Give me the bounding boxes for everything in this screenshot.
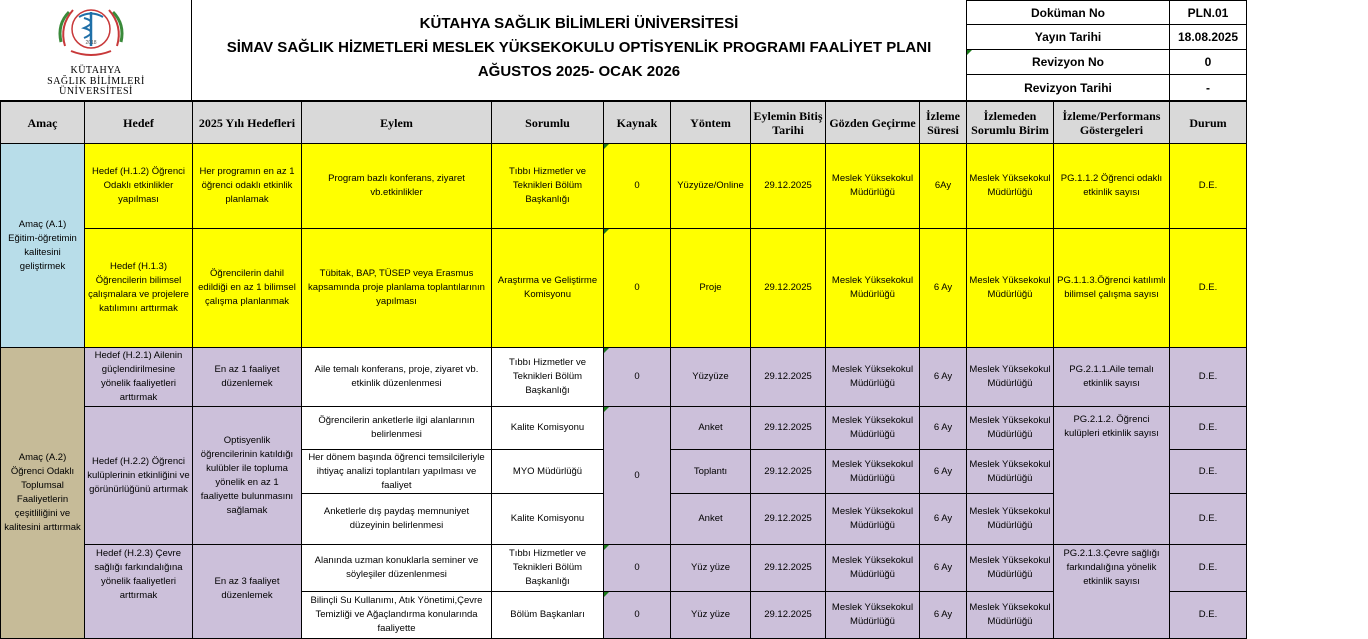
r3-gozden: Meslek Yüksekokul Müdürlüğü [825,347,920,407]
g3-hedef-2025: En az 3 faaliyet düzenlemek [192,544,302,639]
r4-gozden: Meslek Yüksekokul Müdürlüğü [825,406,920,450]
col-kaynak: Kaynak [603,101,671,144]
r3-birim: Meslek Yüksekokul Müdürlüğü [966,347,1054,407]
r1-hedef: Hedef (H.1.2) Öğrenci Odaklı etkinlikler yapılması [84,143,193,229]
r4-durum: D.E. [1169,406,1247,450]
r3-sorumlu: Tıbbı Hizmetler ve Teknikleri Bölüm Başkanlığı [491,347,604,407]
r1-tarih: 29.12.2025 [750,143,826,229]
title-program: SİMAV SAĞLIK HİZMETLERİ MESLEK YÜKSEKOKULU OPTİSYENLİK PROGRAMI FAALİYET PLANI [226,39,932,56]
logo-area [0,0,192,101]
r2-eylem: Tübitak, BAP, TÜSEP veya Erasmus kapsamında proje planlama toplantılarının yapılması [301,228,492,348]
r8-eylem: Bilinçli Su Kullanımı, Atık Yönetimi,Çevre Temizliği ve Ağaçlandırma konularında faaliyette [301,591,492,639]
r6-birim: Meslek Yüksekokul Müdürlüğü [966,493,1054,545]
col-durum: Durum [1169,101,1247,144]
r3-gosterge: PG.2.1.1.Aile temalı etkinlik sayısı [1053,347,1170,407]
r1-birim: Meslek Yüksekokul Müdürlüğü [966,143,1054,229]
r6-tarih: 29.12.2025 [750,493,826,545]
r2-kaynak: 0 [603,228,671,348]
g2-kaynak: 0 [603,406,671,545]
r8-gozden: Meslek Yüksekokul Müdürlüğü [825,591,920,639]
r1-eylem: Program bazlı konferans, ziyaret vb.etkinlikler [301,143,492,229]
r4-birim: Meslek Yüksekokul Müdürlüğü [966,406,1054,450]
r1-hedef-2025: Her programın en az 1 öğrenci odaklı etkinlik planlamak [192,143,302,229]
col-yontem: Yöntem [670,101,751,144]
logo-text-line3: ÜNİVERSİTESİ [59,86,133,97]
g2-gosterge: PG.2.1.2. Öğrenci kulüpleri etkinlik sayısı [1053,406,1170,545]
r5-gozden: Meslek Yüksekokul Müdürlüğü [825,449,920,494]
r1-gosterge: PG.1.1.2 Öğrenci odaklı etkinlik sayısı [1053,143,1170,229]
r7-sorumlu: Tıbbı Hizmetler ve Teknikleri Bölüm Başkanlığı [491,544,604,592]
r5-yontem: Toplantı [670,449,751,494]
r5-eylem: Her dönem başında öğrenci temsilcileriyle ihtiyaç analizi toplantıları yapılması ve faaliyet [301,449,492,494]
r8-durum: D.E. [1169,591,1247,639]
r4-tarih: 29.12.2025 [750,406,826,450]
doc-no-label: Doküman No [966,0,1170,25]
r5-durum: D.E. [1169,449,1247,494]
title-period: AĞUSTOS 2025- OCAK 2026 [477,63,681,80]
r7-sure: 6 Ay [919,544,967,592]
r2-sure: 6 Ay [919,228,967,348]
r2-tarih: 29.12.2025 [750,228,826,348]
r4-sorumlu: Kalite Komisyonu [491,406,604,450]
r2-yontem: Proje [670,228,751,348]
r8-tarih: 29.12.2025 [750,591,826,639]
r3-hedef: Hedef (H.2.1) Ailenin güçlendirilmesine yönelik faaliyetleri arttırmak [84,347,193,407]
col-eylem: Eylem [301,101,492,144]
r8-birim: Meslek Yüksekokul Müdürlüğü [966,591,1054,639]
col-gozden-gecirme: Gözden Geçirme [825,101,920,144]
col-hedef: Hedef [84,101,193,144]
r3-sure: 6 Ay [919,347,967,407]
col-sorumlu: Sorumlu [491,101,604,144]
r8-sorumlu: Bölüm Başkanları [491,591,604,639]
r1-sure: 6Ay [919,143,967,229]
r8-sure: 6 Ay [919,591,967,639]
r5-sure: 6 Ay [919,449,967,494]
r3-durum: D.E. [1169,347,1247,407]
r2-gozden: Meslek Yüksekokul Müdürlüğü [825,228,920,348]
r1-durum: D.E. [1169,143,1247,229]
r2-hedef-2025: Öğrencilerin dahil edildiği en az 1 bilimsel çalışma planlanmak [192,228,302,348]
r6-sorumlu: Kalite Komisyonu [491,493,604,545]
r2-sorumlu: Araştırma ve Geliştirme Komisyonu [491,228,604,348]
col-amac: Amaç [0,101,85,144]
r3-kaynak: 0 [603,347,671,407]
logo-text-line2: SAĞLIK BİLİMLERİ [47,76,145,87]
r6-durum: D.E. [1169,493,1247,545]
g2-hedef-2025: Optisyenlik öğrencilerinin katıldığı kulübler ile topluma yönelik en az 1 faaliyette bulunmasını sağlamak [192,406,302,545]
r1-gozden: Meslek Yüksekokul Müdürlüğü [825,143,920,229]
r1-yontem: Yüzyüze/Online [670,143,751,229]
r6-yontem: Anket [670,493,751,545]
revision-no-value: 0 [1169,49,1247,75]
r7-kaynak: 0 [603,544,671,592]
r8-kaynak: 0 [603,591,671,639]
g3-gosterge: PG.2.1.3.Çevre sağlığı farkındalığına yönelik etkinlik sayısı [1053,544,1170,639]
r4-eylem: Öğrencilerin anketlerle ilgi alanlarının belirlenmesi [301,406,492,450]
r5-sorumlu: MYO Müdürlüğü [491,449,604,494]
g2-hedef: Hedef (H.2.2) Öğrenci kulüplerinin etkinliğini ve görünürlüğünü artırmak [84,406,193,545]
r8-yontem: Yüz yüze [670,591,751,639]
revision-date-label: Revizyon Tarihi [966,74,1170,101]
amac-a1: Amaç (A.1) Eğitim-öğretimin kalitesini geliştirmek [0,143,85,348]
title-university: KÜTAHYA SAĞLIK BİLİMLERİ ÜNİVERSİTESİ [419,15,739,32]
r6-eylem: Anketlerle dış paydaş memnuniyet düzeyinin belirlenmesi [301,493,492,545]
r6-gozden: Meslek Yüksekokul Müdürlüğü [825,493,920,545]
r7-birim: Meslek Yüksekokul Müdürlüğü [966,544,1054,592]
revision-no-label: Revizyon No [966,49,1170,75]
r1-kaynak: 0 [603,143,671,229]
r3-tarih: 29.12.2025 [750,347,826,407]
publish-date-value: 18.08.2025 [1169,24,1247,50]
publish-date-label: Yayın Tarihi [966,24,1170,50]
r4-yontem: Anket [670,406,751,450]
r7-yontem: Yüz yüze [670,544,751,592]
col-hedef-2025: 2025 Yılı Hedefleri [192,101,302,144]
r5-birim: Meslek Yüksekokul Müdürlüğü [966,449,1054,494]
logo-year: 2018 [85,40,97,46]
r7-durum: D.E. [1169,544,1247,592]
r1-sorumlu: Tıbbı Hizmetler ve Teknikleri Bölüm Başkanlığı [491,143,604,229]
r2-gosterge: PG.1.1.3.Öğrenci katılımlı bilimsel çalışma sayısı [1053,228,1170,348]
logo-text-line1: KÜTAHYA [70,65,122,76]
r3-eylem: Aile temalı konferans, proje, ziyaret vb. etkinlik düzenlenmesi [301,347,492,407]
amac-a2: Amaç (A.2) Öğrenci Odaklı Toplumsal Faaliyetlerin çeşitliliğini ve kalitesini arttırmak [0,347,85,639]
r3-yontem: Yüzyüze [670,347,751,407]
r2-birim: Meslek Yüksekokul Müdürlüğü [966,228,1054,348]
r7-tarih: 29.12.2025 [750,544,826,592]
doc-no-value: PLN.01 [1169,0,1247,25]
university-logo-icon [51,2,131,60]
r6-sure: 6 Ay [919,493,967,545]
r7-eylem: Alanında uzman konuklarla seminer ve söyleşiler düzenlenmesi [301,544,492,592]
r5-tarih: 29.12.2025 [750,449,826,494]
r2-hedef: Hedef (H.1.3) Öğrencilerin bilimsel çalışmalara ve projelere katılımını arttırmak [84,228,193,348]
col-izleme-suresi: İzleme Süresi [919,101,967,144]
col-izleme-birim: İzlemeden Sorumlu Birim [966,101,1054,144]
col-gostergeler: İzleme/Performans Göstergeleri [1053,101,1170,144]
document-title-block [192,0,967,101]
r7-gozden: Meslek Yüksekokul Müdürlüğü [825,544,920,592]
col-bitis-tarihi: Eylemin Bitiş Tarihi [750,101,826,144]
g3-hedef: Hedef (H.2.3) Çevre sağlığı farkındalığına yönelik faaliyetleri arttırmak [84,544,193,639]
r2-durum: D.E. [1169,228,1247,348]
revision-date-value: - [1169,74,1247,101]
r4-sure: 6 Ay [919,406,967,450]
r3-hedef-2025: En az 1 faaliyet düzenlemek [192,347,302,407]
